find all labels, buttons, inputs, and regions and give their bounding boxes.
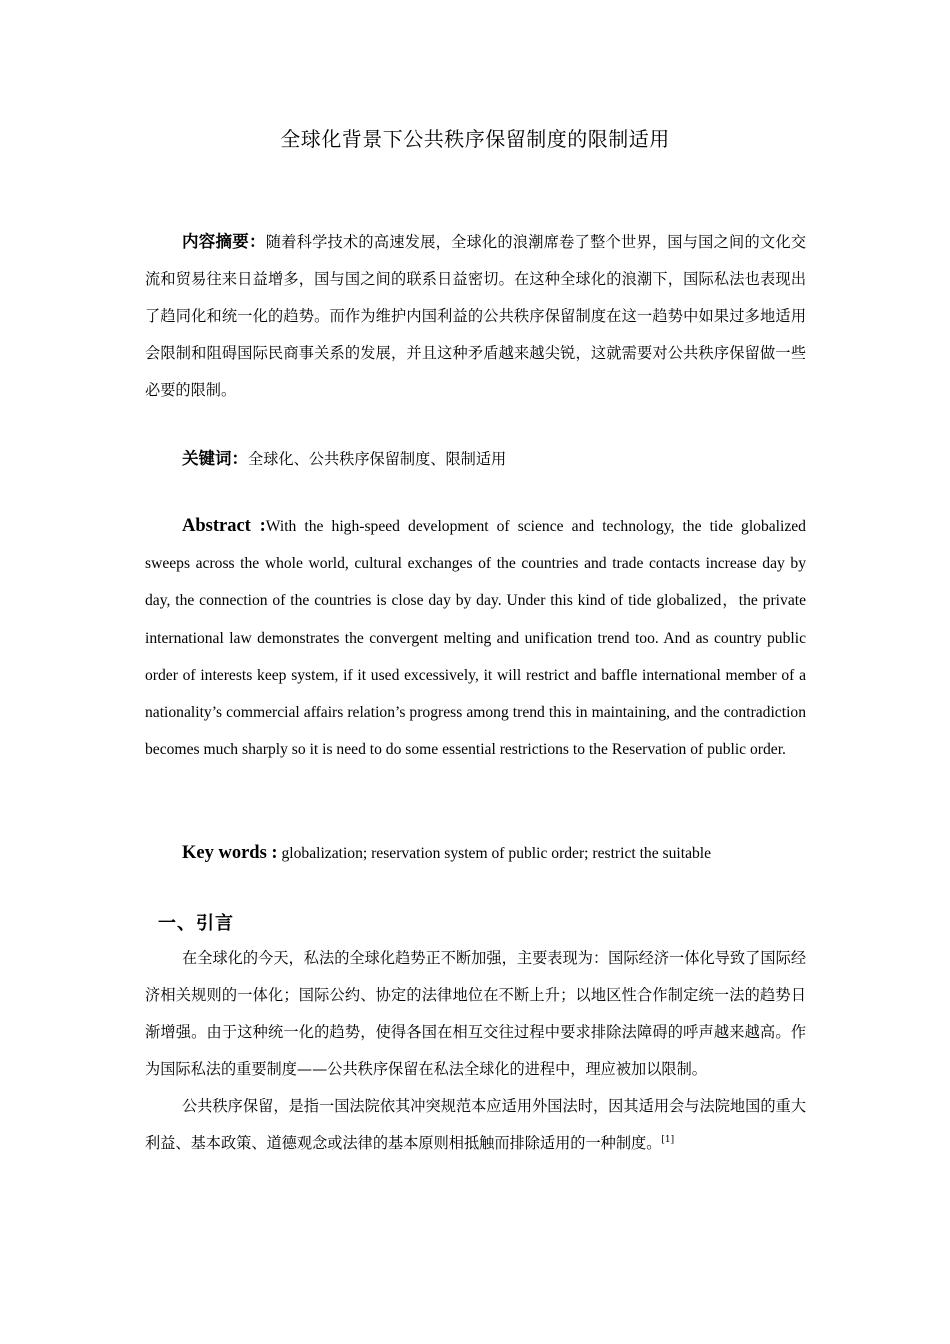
- keywords-cn: [145, 440, 806, 478]
- abstract-en-text: With the high-speed development of science and technology, the tide globalized sweeps across the whole world, cultural exchanges of the countries and trade contacts increase day by day, the connection of the countries is close day by day. Under this kind of tide globalized，the private international law demonstrates the convergent melting and unification trend too. And as country public order of interests keep system, if it used excessively, it will restrict and baffle international member of a nationality’s commercial affairs relation’s progress among trend this in maintaining, and the contradiction becomes much sharply so it is need to do some essential restrictions to the Reservation of public order.: [145, 518, 806, 759]
- abstract-cn: [145, 223, 806, 409]
- intro-paragraph-2-text: 公共秩序保留，是指一国法院依其冲突规范本应适用外国法时，因其适用会与法院地国的重大利益、基本政策、道德观念或法律的基本原则相抵触而排除适用的一种制度。: [145, 1097, 806, 1152]
- intro-paragraph-1: 在全球化的今天，私法的全球化趋势正不断加强，主要表现为：国际经济一体化导致了国际经济相关规则的一体化；国际公约、协定的法律地位在不断上升；以地区性合作制定统一法的趋势日渐增强。由于这种统一化的趋势，使得各国在相互交往过程中要求排除法障碍的呼声越来越高。作为国际私法的重要制度——公共秩序保留在私法全球化的进程中，理应被加以限制。: [145, 949, 806, 1078]
- section-heading-introduction: 一、引言: [158, 913, 234, 934]
- keywords-en-label: Key words :: [182, 843, 278, 863]
- keywords-cn-label: 关键词：: [182, 449, 248, 468]
- abstract-cn-text: 随着科学技术的高速发展，全球化的浪潮席卷了整个世界，国与国之间的文化交流和贸易往来日益增多，国与国之间的联系日益密切。在这种全球化的浪潮下，国际私法也表现出了趋同化和统一化的趋势。而作为维护内国利益的公共秩序保留制度在这一趋势中如果过多地适用会限制和阻碍国际民商事关系的发展，并且这种矛盾越来越尖锐，这就需要对公共秩序保留做一些必要的限制。: [145, 233, 807, 399]
- keywords-cn-text: 全球化、公共秩序保留制度、限制适用: [248, 450, 507, 468]
- section-body: [145, 940, 806, 1162]
- abstract-en: [145, 508, 806, 768]
- keywords-en: [145, 835, 806, 872]
- document-title: 全球化背景下公共秩序保留制度的限制适用: [280, 127, 670, 151]
- keywords-en-text: globalization; reservation system of public order; restrict the suitable: [277, 845, 712, 862]
- abstract-cn-label: 内容摘要：: [182, 232, 266, 251]
- footnote-reference[interactable]: [1]: [661, 1135, 675, 1145]
- abstract-en-label: Abstract :: [182, 516, 266, 536]
- intro-paragraph-2: [145, 1088, 806, 1162]
